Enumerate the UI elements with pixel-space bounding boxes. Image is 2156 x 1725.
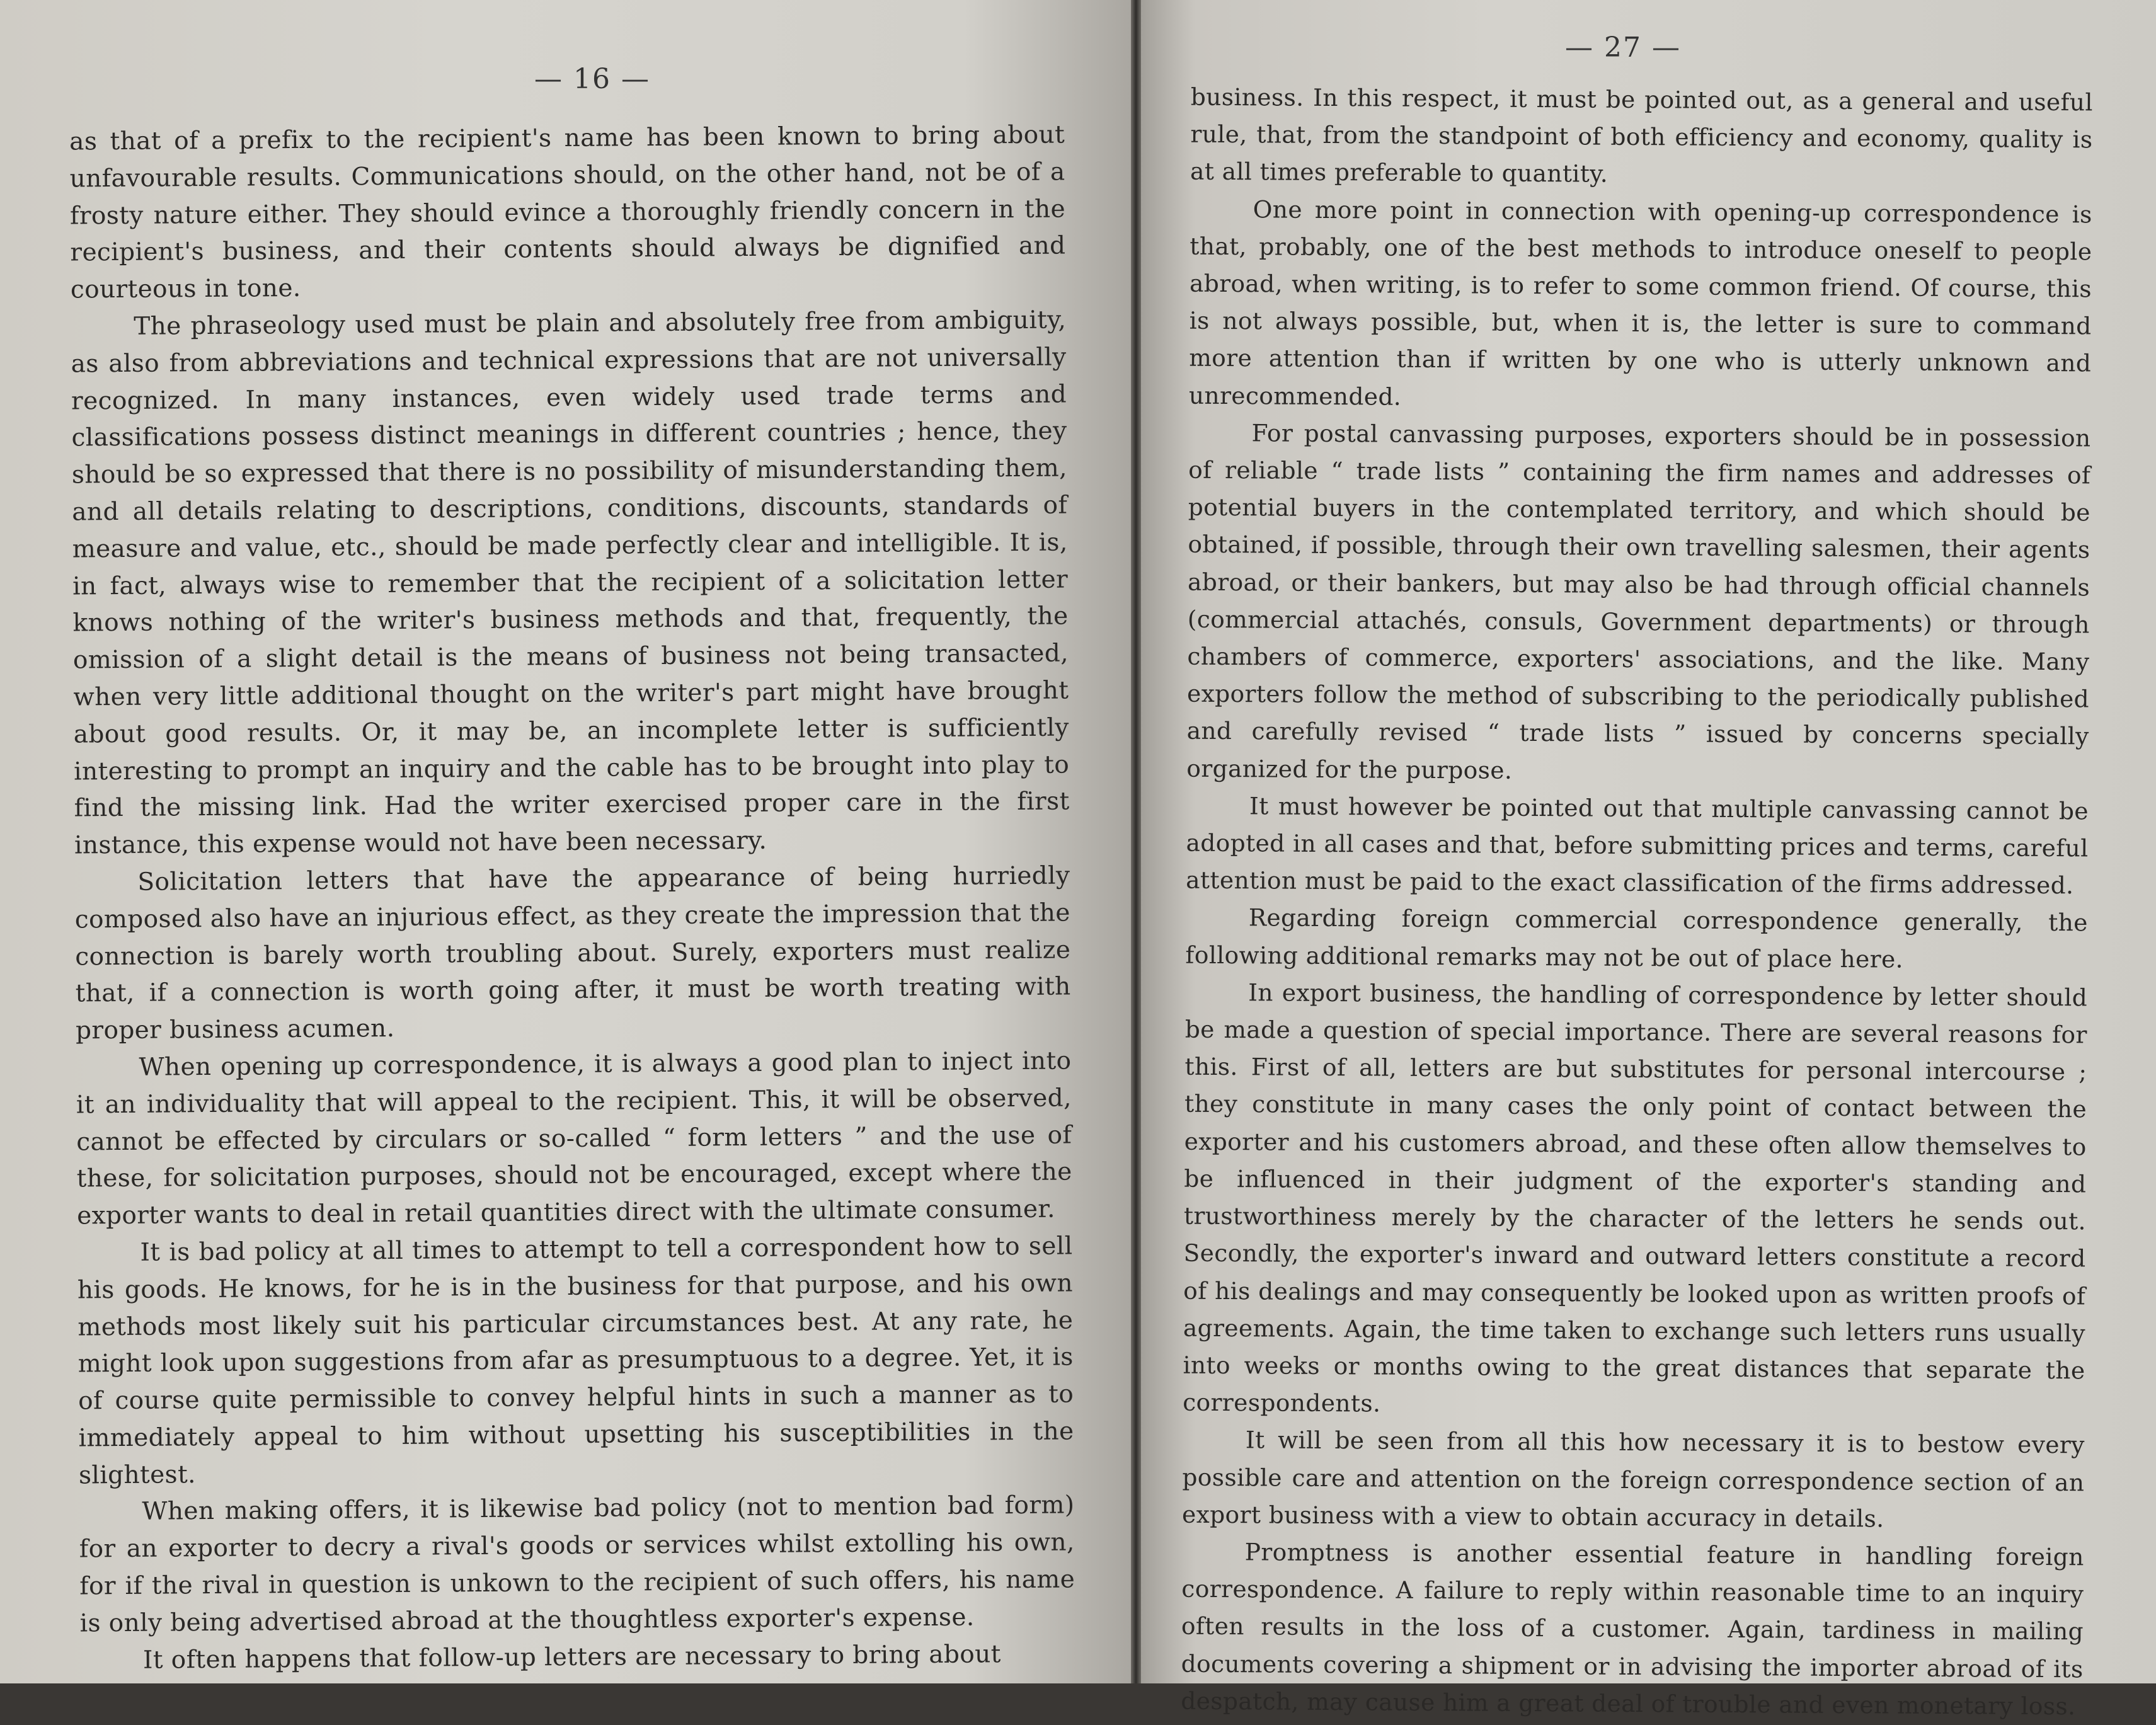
- paragraph: When opening up correspondence, it is always a good plan to inject into it an individuality that will appeal to the recipient. This, it will be observed, cannot be effected by circulars or so-called “ form letters ” and the use of these, for solicitation purposes, should not be encouraged, except where the exporter wants to deal in retail quantities direct with the ultimate consumer.: [76, 1046, 1072, 1230]
- paragraph: It must however be pointed out that multiple canvassing cannot be adopted in all cases and that, before submitting prices and terms, careful attention must be paid to the exact classification of the firms addressed.: [1186, 792, 2089, 900]
- paragraph: In export business, the handling of correspondence by letter should be made a question of special importance. There are several reasons for this. First of all, letters are but substitutes for personal intercourse ; they constitute in many cases the only point of contact between the exporter and his customers abroad, and these often allow themselves to be influenced in their judgment of the exporter's standing and trustworthiness merely by the character of the letters he sends out. Secondly, the exporter's inward and outward letters constitute a record of his dealings and may consequently be looked upon as written proofs of agreements. Again, the time taken to exchange such letters runs usually into weeks or months owing to the great distances that separate the correspondents.: [1183, 978, 2088, 1418]
- paragraph: Solicitation letters that have the appearance of being hurriedly composed also have an injurious effect, as they create the impression that the connection is barely worth troubling about. Surely, exporters must realize that, if a connection is worth going after, it must be worth treating with proper business acumen.: [74, 861, 1071, 1045]
- paragraph: It will be seen from all this how necessary it is to bestow every possible care and attention on the foreign correspondence section of an export business with a view to obtain accuracy in details.: [1181, 1426, 2085, 1533]
- book-gutter: [1131, 0, 1141, 1683]
- paragraph: as that of a prefix to the recipient's name has been known to bring about unfavourable results. Communications should, on the other hand, not be of a frosty nature either. They should evince a thoroughly friendly concern in the recipient's business, and their contents should always be dignified and courteous in tone.: [69, 120, 1066, 304]
- paragraph: It is bad policy at all times to attempt to tell a correspondent how to sell his goods. He knows, for he is in the business for that purpose, and his own methods most likely suit his particular circumstances best. At any rate, he might look upon suggestions from afar as presumptuous to a degree. Yet, it is of course quite permissible to convey helpful hints in such a manner as to immediately appeal to him without upsetting his susceptibilities in the slightest.: [77, 1232, 1074, 1490]
- paragraph: For postal canvassing purposes, exporters should be in possession of reliable “ trade lists ” containing the firm names and addresses of potential buyers in the contemplated territory, and which should be obtained, if possible, through their own travelling salesmen, their agents abroad, or their bankers, but may also be had through official channels (commercial attachés, consuls, Government departments) or through chambers of commerce, exporters' associations, and the like. Many exporters follow the method of subscribing to the periodically published and carefully revised “ trade lists ” issued by concerns specially organized for the purpose.: [1186, 419, 2091, 784]
- left-page-body: [69, 117, 1075, 1679]
- paragraph: business. In this respect, it must be pointed out, as a general and useful rule, that, from the standpoint of both efficiency and economy, quality is at all times preferable to quantity.: [1190, 83, 2093, 188]
- right-page-number: — 27 —: [1565, 32, 1681, 64]
- paragraph: Regarding foreign commercial correspondence generally, the following additional remarks may not be out of place here.: [1185, 903, 2088, 973]
- right-page: [1134, 0, 2156, 1720]
- paragraph: One more point in connection with opening-up correspondence is that, probably, one of the best methods to introduce oneself to people abroad, when writing, is to refer to some common friend. Of course, this is not always possible, but, when it is, the letter is sure to command more attention than if written by one who is utterly unknown and unrecommended.: [1188, 195, 2092, 411]
- paragraph: The phraseology used must be plain and absolutely free from ambiguity, as also from abbreviations and technical expressions that are not universally recognized. In many instances, even widely used trade terms and classifications possess distinct meanings in different countries ; hence, they should be so expressed that there is no possibility of misunderstanding them, and all details relating to descriptions, conditions, discounts, standards of measure and value, etc., should be made perfectly clear and intelligible. It is, in fact, always wise to remember that the recipient of a solicitation letter knows nothing of the writer's business methods and that, frequently, the omission of a slight detail is the means of business not being transacted, when very little additional thought on the writer's part might have brought about good results. Or, it may be, an incomplete letter is sufficiently interesting to prompt an inquiry and the cable has to be brought into play to find the missing link. Had the writer exercised proper care in the first instance, this expense would not have been necessary.: [71, 306, 1070, 860]
- paragraph: When making offers, it is likewise bad policy (not to mention bad form) for an exporter to decry a rival's goods or services whilst extolling his own, for if the rival in question is unkown to the recipient of such offers, his name is only being advertised abroad at the thoughtless exporter's expense.: [79, 1491, 1075, 1638]
- paragraph: Promptness is another essential feature in handling foreign correspondence. A failure to reply within reasonable time to an inquiry often results in the loss of a customer. Again, tardiness in mailing documents covering a shipment or in advising the importer abroad of its despatch, may cause him a great deal of trouble and even monetary loss.: [1181, 1538, 2084, 1720]
- right-page-body: [1181, 79, 2093, 1725]
- left-page-number: — 16 —: [534, 63, 650, 95]
- paragraph: It often happens that follow-up letters are necessary to bring about: [142, 1639, 1001, 1675]
